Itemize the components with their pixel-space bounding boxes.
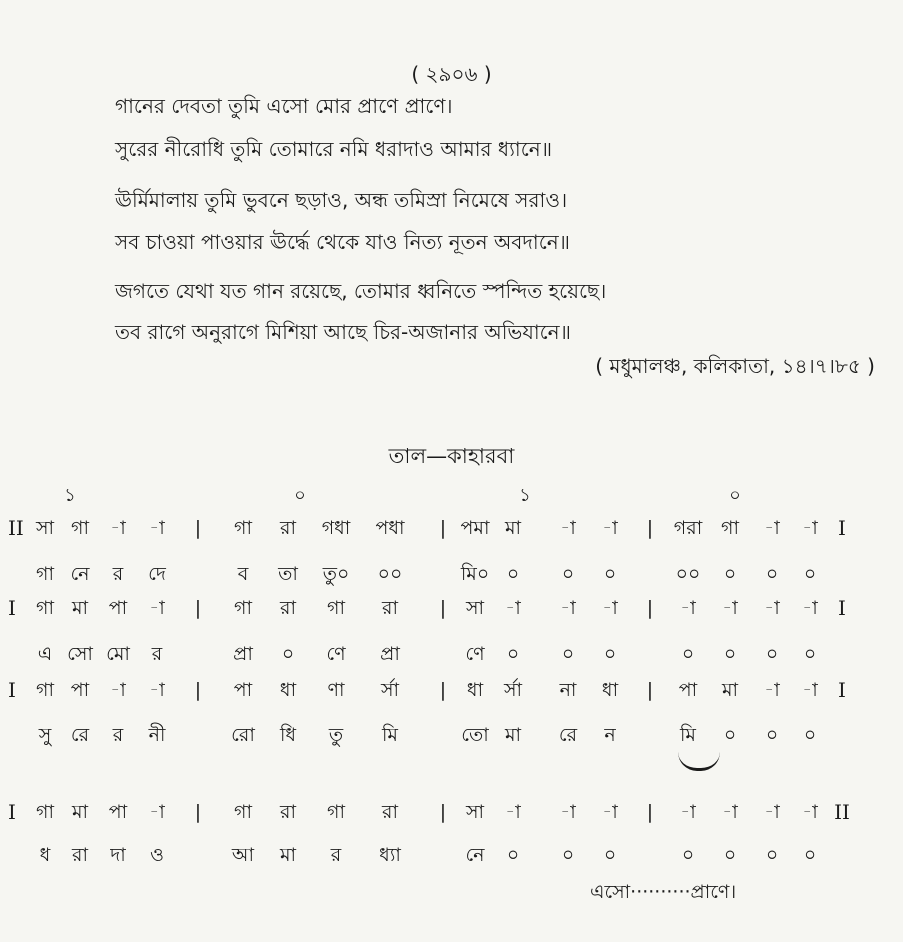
lyric-cell: ০	[803, 724, 817, 746]
lyric-cell: দা	[110, 844, 126, 866]
barline: |	[194, 801, 202, 823]
note-cell: -া	[505, 801, 521, 823]
note-cell: রা	[280, 597, 296, 619]
lyric-cell: ০	[681, 844, 695, 866]
note-cell: ধা	[279, 679, 297, 701]
lyric-cell: দে	[148, 563, 166, 585]
verse-line-1: গানের দেবতা তুমি এসো মোর প্রাণে প্রাণে।	[115, 94, 453, 118]
note-cell: -া	[680, 801, 696, 823]
lyric-cell: রে	[558, 724, 578, 746]
note-cell: -া	[602, 597, 618, 619]
note-cell: পা	[233, 679, 253, 701]
barline: |	[194, 679, 202, 701]
note-cell: -া	[680, 597, 696, 619]
note-cell: -া	[149, 517, 165, 539]
lyric-cell: ণে	[326, 643, 346, 665]
note-cell: গা	[36, 597, 54, 619]
barline: |	[646, 517, 654, 539]
lyric-cell: নী	[148, 724, 166, 746]
lyric-cell: ০	[506, 563, 520, 585]
barline: |	[194, 517, 202, 539]
lyric-cell: ০	[603, 844, 617, 866]
note-cell: মা	[71, 597, 89, 619]
note-cell: -া	[149, 679, 165, 701]
note-cell: পমা	[460, 517, 490, 539]
lyric-cell: র	[112, 563, 124, 585]
note-cell: গা	[234, 597, 252, 619]
lyric-cell: ধি	[279, 724, 297, 746]
lyric-cell: ০	[561, 563, 575, 585]
lyric-cell: ০	[506, 643, 520, 665]
lyric-cell: ০০	[675, 563, 701, 585]
footnote: এসো··········প্রাণে।	[590, 881, 737, 903]
note-cell: গা	[327, 801, 345, 823]
lyric-cell: ধ্যা	[379, 844, 401, 866]
row-start-barline: I	[8, 678, 16, 702]
note-cell: পা	[108, 597, 128, 619]
lyric-cell: ন	[604, 724, 616, 746]
source-attribution: ( মধুমালঞ্চ, কলিকাতা, ১৪।৭।৮৫ )	[595, 354, 875, 378]
note-cell: সা	[35, 517, 55, 539]
beat-marker: ০	[294, 485, 306, 506]
lyric-cell: তু০	[322, 563, 350, 585]
lyric-cell: নে	[70, 563, 90, 585]
note-cell: র্সা	[380, 679, 400, 701]
note-cell: -া	[560, 801, 576, 823]
row-start-barline: II	[8, 516, 24, 540]
note-cell: -া	[602, 801, 618, 823]
note-cell: গরা	[673, 517, 703, 539]
lyric-cell: ০	[561, 844, 575, 866]
lyric-cell: ও	[150, 844, 164, 866]
lyric-cell: গা	[36, 563, 54, 585]
lyric-cell: মো	[106, 643, 130, 665]
lyric-cell: র	[112, 724, 124, 746]
barline: |	[439, 517, 447, 539]
barline: |	[439, 679, 447, 701]
barline: |	[439, 597, 447, 619]
row-start-barline: I	[8, 800, 16, 824]
lyric-cell: তো	[461, 724, 489, 746]
lyric-cell: প্রা	[233, 643, 253, 665]
note-cell: পা	[70, 679, 90, 701]
lyric-cell: মি	[382, 724, 398, 746]
lyric-cell: ০	[506, 844, 520, 866]
verse-line-5: জগতে যেথা যত গান রয়েছে, তোমার ধ্বনিতে স্পন্দিত হয়েছে।	[115, 279, 607, 303]
lyric-cell: ০	[723, 643, 737, 665]
barline: |	[439, 801, 447, 823]
note-cell: সা	[465, 597, 485, 619]
lyric-cell: র	[330, 844, 342, 866]
beat-marker: ১	[519, 485, 531, 506]
song-number: ( ২৯০৬ )	[411, 62, 492, 86]
lyric-cell: ০	[603, 643, 617, 665]
note-cell: মা	[504, 517, 522, 539]
note-cell: -া	[764, 517, 780, 539]
note-cell: -া	[722, 597, 738, 619]
lyric-cell: ণে	[465, 643, 485, 665]
note-cell: গা	[721, 517, 739, 539]
beat-marker: ০	[729, 485, 741, 506]
note-cell: -া	[764, 801, 780, 823]
note-cell: না	[559, 679, 577, 701]
lyric-cell: নে	[465, 844, 485, 866]
slur-mark	[678, 752, 720, 771]
lyric-cell: রে	[70, 724, 90, 746]
note-cell: -া	[802, 801, 818, 823]
lyric-cell: ০	[765, 563, 779, 585]
note-cell: পা	[108, 801, 128, 823]
lyric-cell: ০	[765, 643, 779, 665]
lyric-cell: মা	[279, 844, 297, 866]
note-cell: রা	[382, 597, 398, 619]
row-end-barline: I	[838, 516, 846, 540]
lyric-cell: ০	[803, 643, 817, 665]
barline: |	[194, 597, 202, 619]
beat-marker: ১	[64, 485, 76, 506]
lyric-cell: মি	[680, 724, 696, 746]
verse-line-4: সব চাওয়া পাওয়ার ঊর্দ্ধে থেকে যাও নিত্য নূতন অবদানে॥	[115, 230, 570, 254]
lyric-cell: প্রা	[380, 643, 400, 665]
note-cell: গা	[234, 517, 252, 539]
row-start-barline: I	[8, 596, 16, 620]
lyric-cell: ০	[803, 844, 817, 866]
lyric-cell: ০	[765, 844, 779, 866]
note-cell: রা	[280, 801, 296, 823]
lyric-cell: ০০	[377, 563, 403, 585]
barline: |	[646, 801, 654, 823]
lyric-cell: মি০	[460, 563, 490, 585]
lyric-cell: ০	[723, 844, 737, 866]
lyric-cell: এ	[37, 643, 53, 665]
note-cell: রা	[382, 801, 398, 823]
lyric-cell: তু	[328, 724, 344, 746]
note-cell: -া	[560, 517, 576, 539]
note-cell: ধা	[601, 679, 619, 701]
note-cell: গধা	[321, 517, 351, 539]
barline: |	[646, 597, 654, 619]
lyric-cell: রা	[72, 844, 88, 866]
note-cell: গা	[36, 679, 54, 701]
taal-heading: তাল—কাহারবা	[388, 444, 515, 468]
lyric-cell: তা	[278, 563, 298, 585]
note-cell: পা	[678, 679, 698, 701]
note-cell: ধা	[466, 679, 484, 701]
note-cell: -া	[764, 597, 780, 619]
lyric-cell: রো	[231, 724, 255, 746]
note-cell: -া	[802, 597, 818, 619]
lyric-cell: সো	[67, 643, 93, 665]
lyric-cell: র	[151, 643, 163, 665]
note-cell: ণা	[327, 679, 345, 701]
note-cell: গা	[234, 801, 252, 823]
note-cell: -া	[802, 679, 818, 701]
verse-line-6: তব রাগে অনুরাগে মিশিয়া আছে চির-অজানার অভিযানে॥	[115, 320, 571, 344]
lyric-cell: ব	[237, 563, 249, 585]
lyric-cell: ০	[603, 563, 617, 585]
note-cell: -া	[149, 597, 165, 619]
note-cell: রা	[280, 517, 296, 539]
lyric-cell: আ	[231, 844, 255, 866]
note-cell: মা	[721, 679, 739, 701]
note-cell: -া	[722, 801, 738, 823]
barline: |	[646, 679, 654, 701]
lyric-cell: ০	[681, 643, 695, 665]
verse-line-3: ঊর্মিমালায় তুমি ভুবনে ছড়াও, অন্ধ তমিস্রা নিমেষে সরাও।	[115, 188, 568, 212]
lyric-cell: সু	[38, 724, 52, 746]
note-cell: -া	[505, 597, 521, 619]
note-cell: -া	[110, 679, 126, 701]
lyric-cell: ০	[281, 643, 295, 665]
note-cell: -া	[602, 517, 618, 539]
note-cell: মা	[71, 801, 89, 823]
verse-line-2: সুরের নীরোধি তুমি তোমারে নমি ধরাদাও আমার ধ্যানে॥	[115, 137, 553, 161]
note-cell: গা	[327, 597, 345, 619]
note-cell: -া	[764, 679, 780, 701]
note-cell: -া	[110, 517, 126, 539]
lyric-cell: মা	[504, 724, 522, 746]
note-cell: পধা	[375, 517, 405, 539]
lyric-cell: ০	[765, 724, 779, 746]
note-cell: -া	[802, 517, 818, 539]
lyric-cell: ০	[723, 724, 737, 746]
lyric-cell: ০	[803, 563, 817, 585]
lyric-cell: ০	[561, 643, 575, 665]
note-cell: গা	[71, 517, 89, 539]
row-end-barline: I	[838, 596, 846, 620]
note-cell: গা	[36, 801, 54, 823]
note-cell: -া	[560, 597, 576, 619]
row-end-barline: II	[834, 800, 850, 824]
note-cell: সা	[465, 801, 485, 823]
row-end-barline: I	[838, 678, 846, 702]
note-cell: -া	[149, 801, 165, 823]
lyric-cell: ধ	[39, 844, 51, 866]
lyric-cell: ০	[723, 563, 737, 585]
note-cell: র্সা	[503, 679, 523, 701]
